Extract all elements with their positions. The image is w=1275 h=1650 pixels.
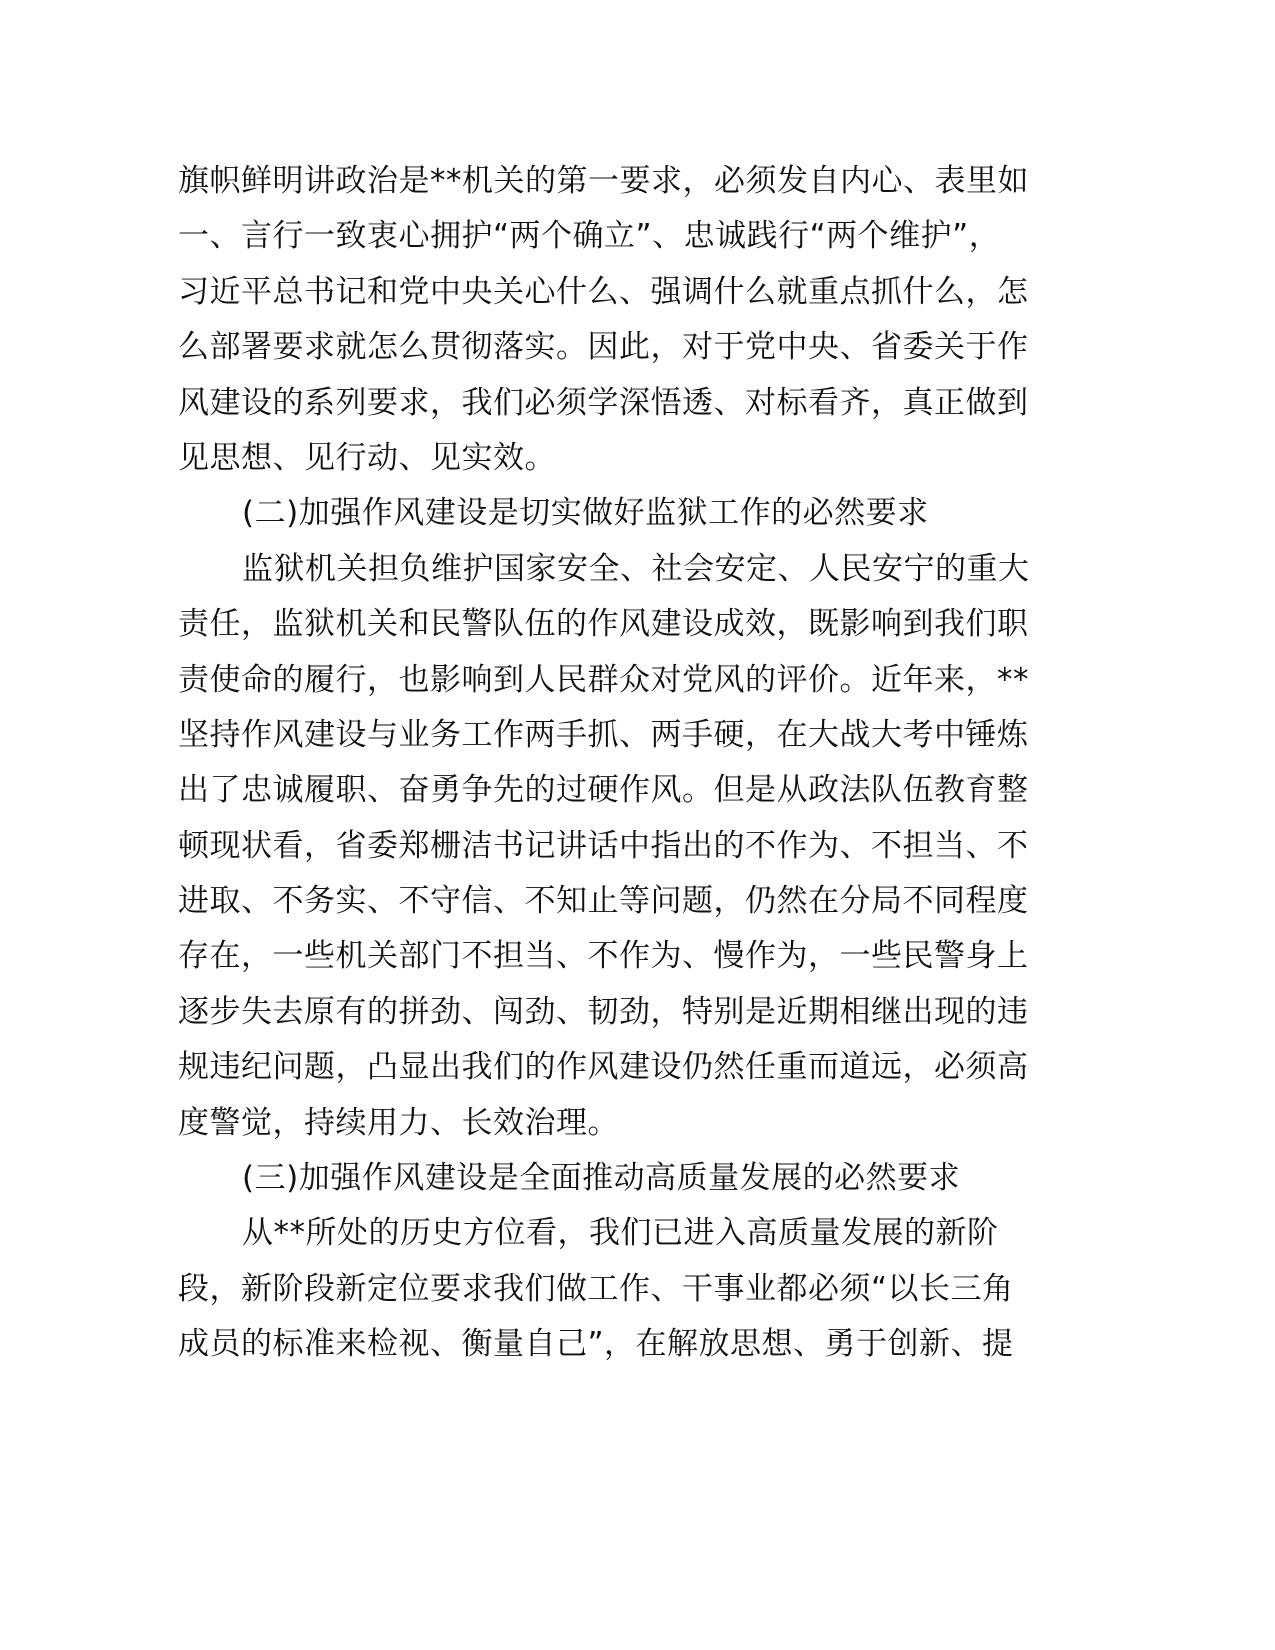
document-line: 责任，监狱机关和民警队伍的作风建设成效，既影响到我们职 bbox=[178, 606, 1029, 643]
document-line: (三)加强作风建设是全面推动高质量发展的必然要求 bbox=[242, 1160, 961, 1197]
document-line: 存在，一些机关部门不担当、不作为、慢作为，一些民警身上 bbox=[178, 938, 1029, 975]
document-line: 出了忠诚履职、奋勇争先的过硬作风。但是从政法队伍教育整 bbox=[178, 772, 1029, 809]
document-line: 坚持作风建设与业务工作两手抓、两手硬，在大战大考中锤炼 bbox=[178, 716, 1029, 753]
document-body bbox=[178, 154, 1040, 1373]
document-line: 旗帜鲜明讲政治是**机关的第一要求，必须发自内心、表里如 bbox=[178, 163, 1029, 199]
document-line: 么部署要求就怎么贯彻落实。因此，对于党中央、省委关于作 bbox=[178, 329, 1029, 366]
document-line: 责使命的履行，也影响到人民群众对党风的评价。近年来，** bbox=[178, 661, 1029, 698]
document-line: 进取、不务实、不守信、不知止等问题，仍然在分局不同程度 bbox=[178, 883, 1029, 920]
document-line: 风建设的系列要求，我们必须学深悟透、对标看齐，真正做到 bbox=[178, 384, 1029, 421]
document-line: 一、言行一致衷心拥护“两个确立”、忠诚践行“两个维护”， bbox=[178, 218, 1001, 255]
document-line: 逐步失去原有的拼劲、闯劲、韧劲，特别是近期相继出现的违 bbox=[178, 993, 1029, 1030]
document-line: 监狱机关担负维护国家安全、社会安定、人民安宁的重大 bbox=[242, 550, 1030, 587]
document-line: 段，新阶段新定位要求我们做工作、干事业都必须“以长三角 bbox=[178, 1270, 1014, 1307]
document-line: (二)加强作风建设是切实做好监狱工作的必然要求 bbox=[242, 495, 929, 532]
document-line: 成员的标准来检视、衡量自己”，在解放思想、勇于创新、提 bbox=[178, 1326, 1014, 1363]
document-line: 从**所处的历史方位看，我们已进入高质量发展的新阶 bbox=[242, 1215, 999, 1252]
document-line: 习近平总书记和党中央关心什么、强调什么就重点抓什么，怎 bbox=[178, 273, 1029, 310]
document-line: 顿现状看，省委郑栅洁书记讲话中指出的不作为、不担当、不 bbox=[178, 827, 1029, 864]
document-line: 度警觉，持续用力、长效治理。 bbox=[178, 1104, 619, 1141]
document-line: 规违纪问题，凸显出我们的作风建设仍然任重而道远，必须高 bbox=[178, 1049, 1029, 1086]
document-line: 见思想、见行动、见实效。 bbox=[178, 439, 556, 476]
